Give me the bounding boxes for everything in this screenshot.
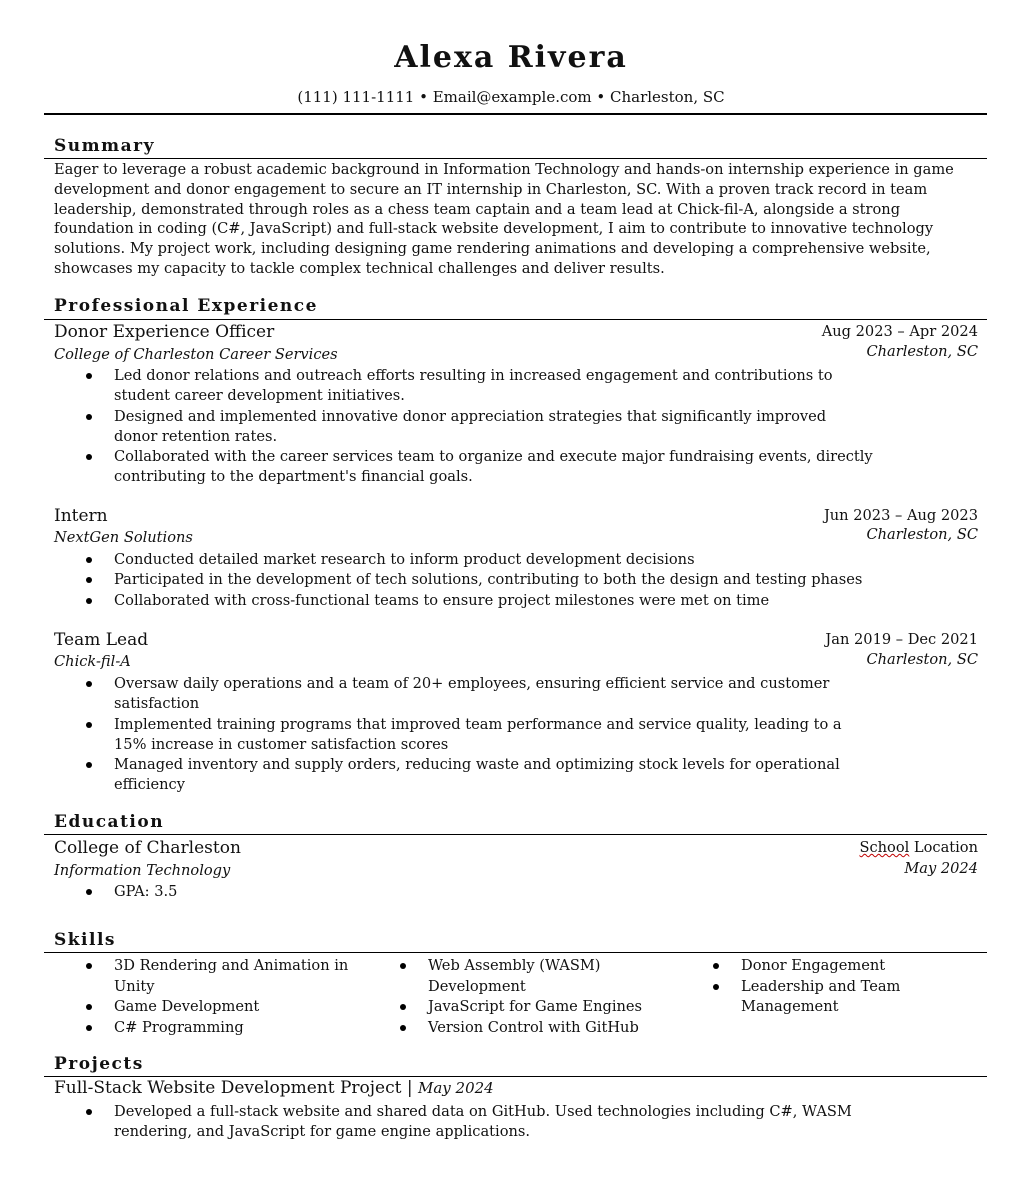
bullet-item: Participated in the development of tech solutions, contributing to both the design and testing phases — [114, 570, 894, 590]
job-location: Charleston, SC — [866, 343, 978, 360]
projects-heading: Projects — [54, 1054, 144, 1074]
bullet-item: Oversaw daily operations and a team of 20+ employees, ensuring efficient service and customer satisfaction — [114, 674, 874, 715]
job-title: Donor Experience Officer — [54, 322, 275, 342]
summary-divider — [44, 158, 987, 159]
education-divider — [44, 834, 987, 835]
header-divider — [44, 113, 987, 115]
bullet-item: Developed a full-stack website and shared data on GitHub. Used technologies including C#, WASM rendering, and JavaScript for game engine applications. — [114, 1102, 874, 1143]
job-organization: College of Charleston Career Services — [54, 346, 338, 363]
education-heading: Education — [54, 812, 165, 832]
job-dates: Jun 2023 – Aug 2023 — [823, 507, 978, 524]
bullet-item: Collaborated with cross-functional teams to ensure project milestones were met on time — [114, 591, 894, 611]
school-name: College of Charleston — [54, 838, 241, 858]
project-title: Full-Stack Website Development Project — [54, 1078, 402, 1098]
project-bullets — [114, 1102, 874, 1143]
bullet-item: GPA: 3.5 — [114, 882, 874, 902]
job-dates: Jan 2019 – Dec 2021 — [825, 631, 978, 648]
skill-item: Game Development — [114, 997, 364, 1018]
experience-divider — [44, 319, 987, 320]
degree-program: Information Technology — [54, 862, 231, 879]
skill-item: Version Control with GitHub — [428, 1018, 668, 1039]
skill-item: Donor Engagement — [741, 956, 941, 977]
bullet-item: Collaborated with the career services team to organize and execute major fundraising events, directly contributing to the department's financial goals. — [114, 447, 874, 488]
project-date: May 2024 — [418, 1079, 494, 1097]
skills-column-3 — [741, 956, 941, 1018]
graduation-date: May 2024 — [904, 860, 978, 877]
job-bullets — [114, 550, 894, 611]
contact-line: (111) 111-1111 • Email@example.com • Charleston, SC — [297, 88, 725, 106]
skills-column-2 — [428, 956, 668, 1038]
school-location — [859, 839, 978, 856]
skill-item: JavaScript for Game Engines — [428, 997, 668, 1018]
skill-item: Leadership and Team Management — [741, 977, 941, 1018]
project-separator: | — [406, 1078, 413, 1098]
location-word: Location — [913, 839, 978, 856]
job-bullets — [114, 366, 874, 488]
job-organization: NextGen Solutions — [54, 529, 193, 546]
skill-item: C# Programming — [114, 1018, 364, 1039]
experience-heading: Professional Experience — [54, 296, 318, 316]
skill-item: Web Assembly (WASM) Development — [428, 956, 668, 997]
job-organization: Chick-fil-A — [54, 653, 131, 670]
bullet-item: Implemented training programs that improved team performance and service quality, leading to a 15% increase in customer satisfaction scores — [114, 715, 874, 756]
bullet-item: Designed and implemented innovative donor appreciation strategies that significantly improved donor retention rates. — [114, 407, 874, 448]
summary-text: Eager to leverage a robust academic background in Information Technology and hands-on internship experience in game development and donor engagement to secure an IT internship in Charleston, SC. With a proven track record in team leadership, demonstrated through roles as a chess team captain and a team lead at Chick-fil-A, alongside a strong foundation in coding (C#, JavaScript) and full-stack website development, I aim to contribute to innovative technology solutions. My project work, including designing game rendering animations and developing a comprehensive website, showcases my capacity to tackle complex technical challenges and deliver results. — [54, 161, 954, 277]
job-bullets — [114, 674, 874, 796]
skills-heading: Skills — [54, 930, 117, 950]
job-title: Intern — [54, 506, 108, 526]
bullet-item: Conducted detailed market research to inform product development decisions — [114, 550, 894, 570]
job-location: Charleston, SC — [866, 651, 978, 668]
summary-heading: Summary — [54, 136, 155, 156]
education-bullets — [114, 882, 874, 902]
job-location: Charleston, SC — [866, 526, 978, 543]
skills-column-1 — [114, 956, 364, 1038]
skill-item: 3D Rendering and Animation in Unity — [114, 956, 364, 997]
bullet-item: Led donor relations and outreach efforts resulting in increased engagement and contributions to student career development initiatives. — [114, 366, 874, 407]
job-dates: Aug 2023 – Apr 2024 — [821, 323, 978, 340]
job-title: Team Lead — [54, 630, 149, 650]
project-heading — [54, 1078, 494, 1098]
candidate-name: Alexa Rivera — [394, 40, 628, 75]
skills-divider — [44, 952, 987, 953]
bullet-item: Managed inventory and supply orders, reducing waste and optimizing stock levels for operational efficiency — [114, 755, 874, 796]
projects-divider — [44, 1076, 987, 1077]
spellcheck-word: School — [859, 839, 910, 856]
